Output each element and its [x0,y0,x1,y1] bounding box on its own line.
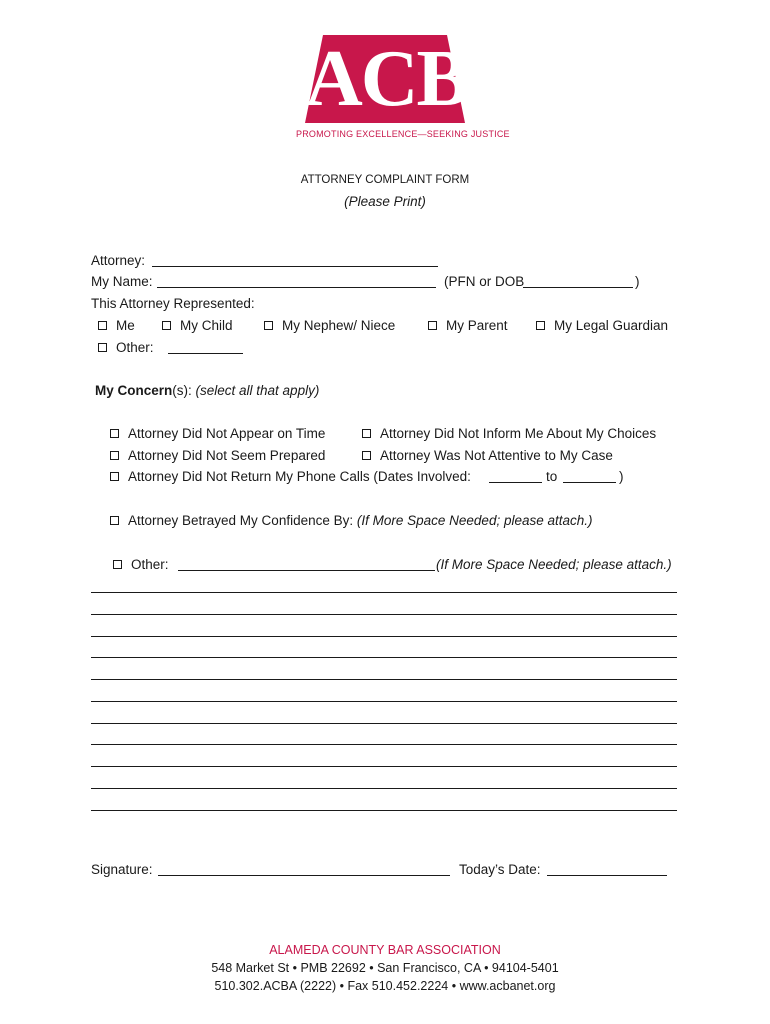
phone-date-from-field[interactable] [489,482,542,483]
checkbox-other-represented[interactable] [98,339,154,357]
betrayed-hint: (If More Space Needed; please attach.) [356,513,593,528]
option-label: Attorney Was Not Attentive to My Case [380,448,613,463]
concern-label-rest: (s): [172,383,196,398]
concern-label: My Concern [95,383,173,398]
other-represented-field[interactable] [168,353,243,354]
checkbox-did-not-inform[interactable] [362,425,656,443]
writing-line[interactable] [91,701,677,702]
checkbox-not-attentive[interactable] [362,447,613,465]
logo-text: ACBA [305,35,524,123]
checkbox-my-child[interactable] [162,317,233,335]
option-label: Attorney Did Not Inform Me About My Choices [380,426,657,441]
phone-close: ) [619,469,624,484]
checkbox-square[interactable] [110,472,119,481]
option-label: Attorney Betrayed My Confidence By: [128,513,357,528]
checkbox-me[interactable] [98,317,135,335]
date-field[interactable] [547,875,667,876]
checkbox-betrayed[interactable] [110,512,593,530]
represented-label: This Attorney Represented: [91,296,255,311]
subtitle-text: (Please Print) [344,194,426,209]
concern-header [95,382,319,400]
option-label: My Legal Guardian [554,318,669,333]
option-label: Attorney Did Not Return My Phone Calls (Dates Involved: [128,469,471,484]
footer-address: 548 Market St • PMB 22692 • San Francisco, CA • 94104-5401 [211,961,559,975]
writing-line[interactable] [91,636,677,637]
writing-line[interactable] [91,788,677,789]
checkbox-legal-guardian[interactable] [536,317,668,335]
form-subtitle [0,194,770,209]
writing-line[interactable] [91,766,677,767]
option-label: My Parent [446,318,508,333]
option-label: Attorney Did Not Appear on Time [128,426,326,441]
signature-field[interactable] [158,875,450,876]
option-label: Other: [131,557,169,572]
checkbox-square[interactable] [113,560,122,569]
checkbox-square[interactable] [98,343,107,352]
checkbox-square[interactable] [110,429,119,438]
checkbox-parent[interactable] [428,317,508,335]
checkbox-square[interactable] [536,321,545,330]
writing-line[interactable] [91,810,677,811]
option-label: Other: [116,340,154,355]
pfn-label: (PFN or DOB [444,274,525,289]
footer-contact: 510.302.ACBA (2222) • Fax 510.452.2224 • www.acbanet.org [214,979,556,993]
other-concern-field[interactable] [178,570,435,571]
option-label: Me [116,318,135,333]
logo-tagline: PROMOTING EXCELLENCE—SEEKING JUSTICE [296,129,510,139]
writing-line[interactable] [91,614,677,615]
date-label: Today’s Date: [459,862,541,877]
signature-label: Signature: [91,862,153,877]
checkbox-square[interactable] [98,321,107,330]
checkbox-not-prepared[interactable] [110,447,325,465]
checkbox-nephew-niece[interactable] [264,317,395,335]
writing-line[interactable] [91,592,677,593]
checkbox-phone-calls[interactable] [110,468,471,486]
attorney-label: Attorney: [91,253,146,268]
checkbox-square[interactable] [162,321,171,330]
option-label: Attorney Did Not Seem Prepared [128,448,326,463]
phone-to-label: to [546,469,558,484]
writing-line[interactable] [91,723,677,724]
concern-hint: (select all that apply) [195,383,320,398]
checkbox-other-concern[interactable] [113,556,169,574]
footer-org: ALAMEDA COUNTY BAR ASSOCIATION [269,943,501,957]
writing-line[interactable] [91,657,677,658]
option-label: My Nephew/ Niece [282,318,396,333]
my-name-label: My Name: [91,274,153,289]
my-name-field[interactable] [157,287,436,288]
writing-line[interactable] [91,679,677,680]
checkbox-square[interactable] [110,516,119,525]
checkbox-did-not-appear[interactable] [110,425,325,443]
checkbox-square[interactable] [110,451,119,460]
checkbox-square[interactable] [362,451,371,460]
form-title: ATTORNEY COMPLAINT FORM [300,174,470,186]
attorney-field[interactable] [152,266,438,267]
checkbox-square[interactable] [428,321,437,330]
checkbox-square[interactable] [264,321,273,330]
checkbox-square[interactable] [362,429,371,438]
phone-date-to-field[interactable] [563,482,616,483]
pfn-close: ) [635,274,640,289]
other-concern-hint [436,556,672,574]
other-hint-text: (If More Space Needed; please attach.) [436,557,672,572]
writing-line[interactable] [91,744,677,745]
option-label: My Child [180,318,233,333]
acba-logo [305,35,524,123]
pfn-field[interactable] [523,287,633,288]
